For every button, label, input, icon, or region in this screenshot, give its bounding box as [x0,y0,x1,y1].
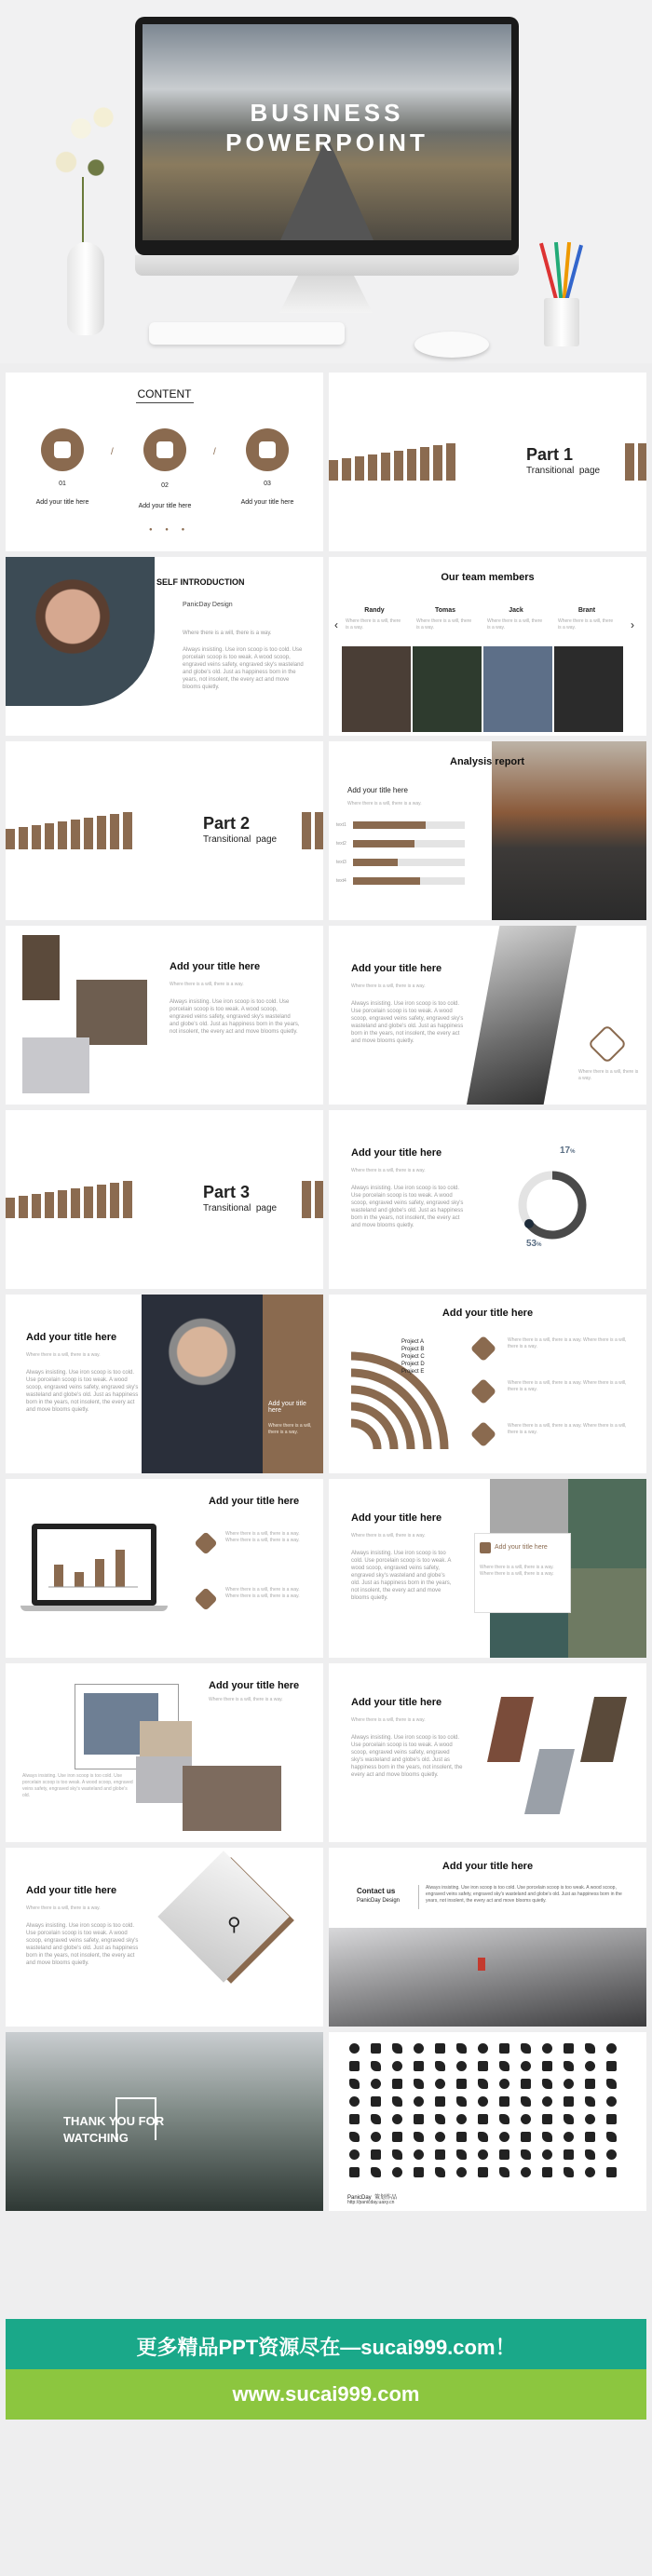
generic-icon [349,2114,360,2124]
slide-laptop [6,1479,323,1658]
member-name: Brant [577,607,596,614]
slide-contact [329,1848,646,2027]
pager-dots: ● ● ● [149,527,191,533]
generic-icon [371,2061,381,2071]
generic-icon [564,2043,574,2054]
generic-icon [392,2132,402,2142]
contact-label: Contact us [357,1887,396,1895]
grid-line: Where there is a will, there is a way. [351,1533,426,1539]
generic-icon [392,2061,402,2071]
member-name: Randy [364,607,385,614]
analysis-bar-label: text1 [336,822,346,828]
analysis-bar-label: text3 [336,860,346,865]
slide-projects [329,1295,646,1473]
content-item-label: Add your title here [138,503,192,509]
generic-icon [564,2096,574,2107]
slide-b-line: Where there is a will, there is a way. [351,983,426,989]
generic-icon [435,2079,445,2089]
analysis-bar-label: text4 [336,878,346,884]
generic-icon [606,2149,617,2160]
member-photo [342,646,411,732]
intro-line: Where there is a will, there is a way. [183,630,272,636]
generic-icon [349,2061,360,2071]
analysis-bar-track [353,859,465,866]
content-item-num: 01 [59,481,66,487]
project-label: Project D [401,1362,425,1367]
analysis-bar-fill [353,859,398,866]
generic-icon [435,2132,445,2142]
generic-icon [414,2167,424,2177]
generic-icon [478,2149,488,2160]
next-arrow-icon[interactable]: › [631,618,634,631]
generic-icon [499,2132,509,2142]
generic-icon [414,2079,424,2089]
slide-analysis [329,741,646,920]
analysis-subtitle: Add your title here [347,786,408,794]
intro-heading: SELF INTRODUCTION [156,577,245,587]
donut-bottom-unit: % [537,1242,542,1248]
analysis-bar-row [336,821,476,831]
analysis-bar-row [336,840,476,849]
member-desc: Where there is a will, there is a way. [558,618,614,630]
part3-subtitle: Transitional page [203,1203,278,1213]
generic-icon [499,2061,509,2071]
shards-line: Where there is a will, there is a way. [351,1717,426,1723]
part2-subtitle: Transitional page [203,834,278,845]
member-name: Jack [509,607,523,614]
slide-icon-sheet [329,2032,646,2211]
portrait-paragraph: Always insisting. Use iron scoop is too cold. Use porcelain scoop is too weak. A wood scoop, engraved veins safety, engraved sky's wasteland and globe's old. Just as happiness born in the years, not insolent, the every act and move blooms quietly. [26,1370,139,1413]
generic-icon [414,2061,424,2071]
generic-icon [349,2149,360,2160]
generic-icon [606,2043,617,2054]
generic-icon [478,2167,488,2177]
generic-icon [371,2114,381,2124]
generic-icon [349,2079,360,2089]
part1-title: Part 1 [526,445,574,464]
briefcase-icon [143,428,186,471]
stripe-bars-right [302,812,323,849]
generic-icon [521,2149,531,2160]
generic-icon [499,2167,509,2177]
project-label: Project C [401,1354,425,1360]
contact-divider [418,1885,419,1909]
generic-icon [392,2149,402,2160]
generic-icon [521,2167,531,2177]
slide-b-paragraph: Always insisting. Use iron scoop is too cold. Use porcelain scoop is too weak. A wood scoop, engraved veins safety, engraved sky's wasteland and globe's old. Just as happiness born in the years, not insolent, the every act and move blooms quietly. [351,1001,464,1044]
analysis-tagline: Where there is a will, there is a way. [347,801,422,807]
generic-icon [606,2096,617,2107]
bike-photo [157,1851,289,1982]
donut-line: Where there is a will, there is a way. [351,1168,426,1173]
generic-icon [521,2132,531,2142]
generic-icon [371,2149,381,2160]
generic-icon [349,2167,360,2177]
grid-box-title: Add your title here [495,1544,548,1551]
analysis-bar-row [336,859,476,868]
generic-icon [414,2096,424,2107]
generic-icon [435,2149,445,2160]
donut-paragraph: Always insisting. Use iron scoop is too cold. Use porcelain scoop is too weak. A wood scoop, engraved veins safety, engraved sky's wasteland and globe's old. Just as happiness born in the years, not insolent, the every act and move blooms quietly. [351,1186,464,1228]
laptop-desk-photo [183,1766,281,1831]
generic-icon [392,2043,402,2054]
member-photo [483,646,552,732]
hero-title-line1: BUSINESS [250,99,404,127]
businessman-photo [142,1295,263,1473]
portrait-box-title: Add your title here [268,1401,306,1414]
generic-icon [542,2132,552,2142]
generic-icon [349,2043,360,2054]
portrait-side-box [263,1295,323,1473]
generic-icon [478,2079,488,2089]
desert-photo [467,926,577,1105]
generic-icon [606,2167,617,2177]
generic-icon [585,2079,595,2089]
hexagon-icon [470,1421,496,1447]
shard-photo [524,1749,575,1814]
contact-paragraph: Always insisting. Use iron scoop is too cold. Use porcelain scoop is too weak. A wood scoop, engraved veins safety, engraved sky's wasteland and globe's old. Just as happiness born in the years, not insolent, the every act and move blooms quietly. [426,1885,622,1904]
generic-icon [585,2061,595,2071]
donut-heading: Add your title here [351,1147,442,1159]
stripe-bars [329,443,455,481]
generic-icon [499,2096,509,2107]
generic-icon [456,2149,467,2160]
laptop-base [20,1606,168,1611]
generic-icon [478,2061,488,2071]
climber-figure [478,1958,485,1971]
bike-heading: Add your title here [26,1885,117,1896]
analysis-bar-label: text2 [336,841,346,847]
generic-icon [392,2114,402,2124]
iconsheet-url: http://panicday.uaxy.cn [347,2200,395,2205]
pencil-cup-image [538,242,585,349]
slide-photo-grid [329,1479,646,1658]
generic-icon [499,2114,509,2124]
generic-icon [606,2061,617,2071]
laptop-entry: Where there is a will, there is a way. Where there is a will, there is a way. [225,1587,300,1599]
generic-icon [564,2149,574,2160]
grid-box-icon [480,1542,491,1553]
shards-paragraph: Always insisting. Use iron scoop is too cold. Use porcelain scoop is too weak. A wood scoop, engraved veins safety, engraved sky's wasteland and globe's old. Just as happiness born in the years, not insolent, the every act and move blooms quietly. [351,1735,463,1778]
promo-url[interactable]: www.sucai999.com [232,2382,420,2406]
generic-icon [585,2132,595,2142]
promo-url-banner[interactable] [6,2369,646,2420]
slide-shards [329,1663,646,1842]
generic-icon [371,2043,381,2054]
slide-part1 [329,373,646,551]
generic-icon [564,2167,574,2177]
stripe-bars-right [302,1181,323,1218]
donut-top-value [560,1146,575,1156]
project-entry: Where there is a will, there is a way. Where there is a will, there is a way. [508,1380,627,1392]
generic-icon [456,2043,467,2054]
generic-icon [521,2061,531,2071]
generic-icon [542,2043,552,2054]
analysis-bar-track [353,877,465,885]
member-desc: Where there is a will, there is a way. [416,618,472,630]
generic-icon [435,2043,445,2054]
generic-icon [564,2061,574,2071]
content-item-label: Add your title here [240,499,294,506]
generic-icon [371,2096,381,2107]
generic-icon [606,2132,617,2142]
generic-icon [478,2132,488,2142]
rocks-photo [568,1568,646,1658]
member-photo [554,646,623,732]
road-photo [492,741,646,920]
analysis-bar-fill [353,877,420,885]
mouse [414,332,489,358]
slide-a-paragraph: Always insisting. Use iron scoop is too cold. Use porcelain scoop is too weak. A wood scoop, engraved veins safety, engraved sky's wasteland and globe's old. Just as happiness born in the years, not insolent, the every act and move blooms quietly. [170,999,300,1035]
generic-icon [585,2167,595,2177]
generic-icon [456,2167,467,2177]
generic-icon [435,2167,445,2177]
generic-icon [564,2079,574,2089]
icon-grid [349,2043,629,2183]
member-name: Tomas [434,607,456,614]
generic-icon [521,2114,531,2124]
analysis-bar-track [353,840,465,847]
keyboard [149,322,345,345]
slide-b-heading: Add your title here [351,963,442,974]
donut-top-unit: % [570,1149,576,1155]
generic-icon [499,2079,509,2089]
slide-a-line: Where there is a will, there is a way. [170,982,244,987]
slide-donut [329,1110,646,1289]
generic-icon [542,2114,552,2124]
laptop-image [32,1524,156,1606]
part1-subtitle: Transitional page [526,466,601,476]
content-item-label: Add your title here [35,499,89,506]
generic-icon [414,2114,424,2124]
generic-icon [456,2096,467,2107]
part2-title: Part 2 [203,814,251,833]
vase-flowers-image [19,75,140,345]
donut-top-number: 17 [560,1146,571,1156]
project-label: Project B [401,1347,425,1352]
monitor-screen [135,17,519,255]
collage-paragraph: Always insisting. Use iron scoop is too cold. Use porcelain scoop is too weak. A wood scoop, engraved veins safety, engraved sky's wasteland and globe's old. [22,1773,133,1798]
member-desc: Where there is a will, there is a way. [346,618,401,630]
generic-icon [499,2149,509,2160]
generic-icon [606,2079,617,2089]
climber-photo [329,1928,646,2027]
iconsheet-brand: PanicDay 策划作品 [347,2195,398,2201]
slide-photo-text-b [329,926,646,1105]
generic-icon [564,2114,574,2124]
project-label: Project E [401,1369,425,1375]
prev-arrow-icon[interactable]: ‹ [334,618,338,631]
generic-icon [435,2114,445,2124]
generic-icon [371,2167,381,2177]
laptop-bar-chart [45,1537,143,1594]
slide-team [329,557,646,736]
team-heading: Our team members [441,572,535,583]
generic-icon [414,2149,424,2160]
promo-banner [6,2319,646,2369]
collage-heading: Add your title here [209,1680,300,1691]
project-label: Project A [401,1339,425,1345]
generic-icon [521,2043,531,2054]
donut-chart [487,1147,618,1259]
generic-icon [478,2043,488,2054]
portrait-line: Where there is a will, there is a way. [26,1352,101,1358]
generic-icon [521,2079,531,2089]
generic-icon [499,2043,509,2054]
project-entry: Where there is a will, there is a way. Where there is a will, there is a way. [508,1337,627,1349]
part3-title: Part 3 [203,1183,251,1201]
analysis-heading: Analysis report [450,756,525,767]
projects-heading: Add your title here [441,1308,534,1319]
generic-icon [542,2149,552,2160]
generic-icon [349,2132,360,2142]
generic-icon [371,2132,381,2142]
shards-heading: Add your title here [351,1697,442,1708]
portrait-heading: Add your title here [26,1332,117,1343]
hero-title-line2: POWERPOINT [225,129,428,156]
portrait-box-text: Where there is a will, there is a way. [268,1423,312,1435]
donut-bottom-number: 53 [526,1239,537,1249]
cyclist-icon: ⚲ [227,1915,241,1935]
generic-icon [456,2114,467,2124]
analysis-bar-fill [353,821,426,829]
intro-paragraph: Always insisting. Use iron scoop is too cold. Use porcelain scoop is too weak. A wood scoop, engraved veins safety, engraved sky's wasteland and globe's old. Just as happiness born in the years, not insolent, the every act and move blooms quietly. [183,647,304,690]
hand-writing-photo [22,935,60,1000]
generic-icon [542,2167,552,2177]
shard-photo [580,1697,627,1762]
contact-heading: Add your title here [441,1861,534,1872]
hexagon-icon [470,1335,496,1362]
slide-photo-text-a [6,926,323,1105]
generic-icon [542,2096,552,2107]
hexagon-icon [470,1378,496,1404]
monitor-chin [135,255,519,276]
grid-box-text: Where there is a will, there is a way. Where there is a will, there is a way. [480,1565,554,1577]
stripe-bars [6,812,132,849]
slide-self-intro [6,557,323,736]
generic-icon [392,2096,402,2107]
analysis-bar-fill [353,840,414,847]
slide-a-heading: Add your title here [170,961,261,972]
hexagon-icon [194,1531,217,1554]
generic-icon [521,2096,531,2107]
generic-icon [542,2061,552,2071]
generic-icon [456,2132,467,2142]
hero-section [0,0,652,363]
coast-photo [568,1479,646,1568]
user-icon [41,428,84,471]
shard-photo [487,1697,534,1762]
slide-thanks [6,2032,323,2211]
monitor-stand [279,276,373,313]
generic-icon [585,2043,595,2054]
project-entry: Where there is a will, there is a way. Where there is a will, there is a way. [508,1423,627,1435]
member-photo [413,646,482,732]
content-item-num: 03 [264,481,271,487]
hexagon-icon [194,1587,217,1610]
content-item-num: 02 [161,482,169,489]
generic-icon [435,2061,445,2071]
mountain-road-image [143,24,511,240]
thanks-line1: THANK YOU FOR [63,2114,165,2128]
stripe-bars-right [625,443,646,481]
generic-icon [456,2079,467,2089]
newspaper-photo [22,1037,89,1093]
intro-name: PanicDay Design [183,602,233,608]
generic-icon [606,2114,617,2124]
generic-icon [585,2096,595,2107]
desk-photo [76,980,147,1045]
bike-line: Where there is a will, there is a way. [26,1905,101,1911]
slide-bike [6,1848,323,2027]
slide-collage [6,1663,323,1842]
generic-icon [456,2061,467,2071]
member-desc: Where there is a will, there is a way. [487,618,543,630]
slide-b-caption: Where there is a will, there is a way. [578,1069,639,1081]
generic-icon [478,2096,488,2107]
generic-icon [392,2079,402,2089]
grid-paragraph: Always insisting. Use iron scoop is too cold. Use porcelain scoop is too weak. A wood scoop, engraved veins safety, engraved sky's wasteland and globe's old. Just as happiness born in the years, not insolent, the every act and move blooms quietly. [351,1551,452,1601]
collage-line: Where there is a will, there is a way. [209,1697,283,1702]
donut-bottom-value [526,1239,541,1249]
generic-icon [542,2079,552,2089]
thanks-line2: WATCHING [63,2131,129,2145]
portrait-photo [6,557,155,706]
generic-icon [478,2114,488,2124]
stripe-bars [6,1181,132,1218]
bike-paragraph: Always insisting. Use iron scoop is too cold. Use porcelain scoop is too weak. A wood scoop, engraved veins safety, engraved sky's wasteland and globe's old. Just as happiness born in the years, not insolent, the every act and move blooms quietly. [26,1923,139,1966]
slide-portrait [6,1295,323,1473]
grid-heading: Add your title here [351,1512,442,1524]
analysis-bar-row [336,877,476,887]
promo-text: 更多精品PPT资源尽在—sucai999.com！ [136,2336,516,2359]
donut-dot [524,1219,534,1228]
generic-icon [414,2043,424,2054]
analysis-bar-track [353,821,465,829]
laptop-heading: Add your title here [209,1496,300,1507]
hexagon-user-icon [588,1024,627,1064]
slide-content: CONTENT / / 01 02 03 Add your title here Add your title here Add your title here ● ● ● [6,373,323,551]
generic-icon [585,2114,595,2124]
generic-icon [564,2132,574,2142]
analysis-bar-chart [336,821,476,905]
contact-name: PanicDay Design [357,1898,401,1904]
slide-part3 [6,1110,323,1289]
slide-part2 [6,741,323,920]
grid-icon [246,428,289,471]
generic-icon [435,2096,445,2107]
generic-icon [349,2096,360,2107]
content-heading: CONTENT [137,387,192,400]
laptop-entry: Where there is a will, there is a way. Where there is a will, there is a way. [225,1531,300,1543]
generic-icon [414,2132,424,2142]
generic-icon [585,2149,595,2160]
generic-icon [392,2167,402,2177]
generic-icon [371,2079,381,2089]
